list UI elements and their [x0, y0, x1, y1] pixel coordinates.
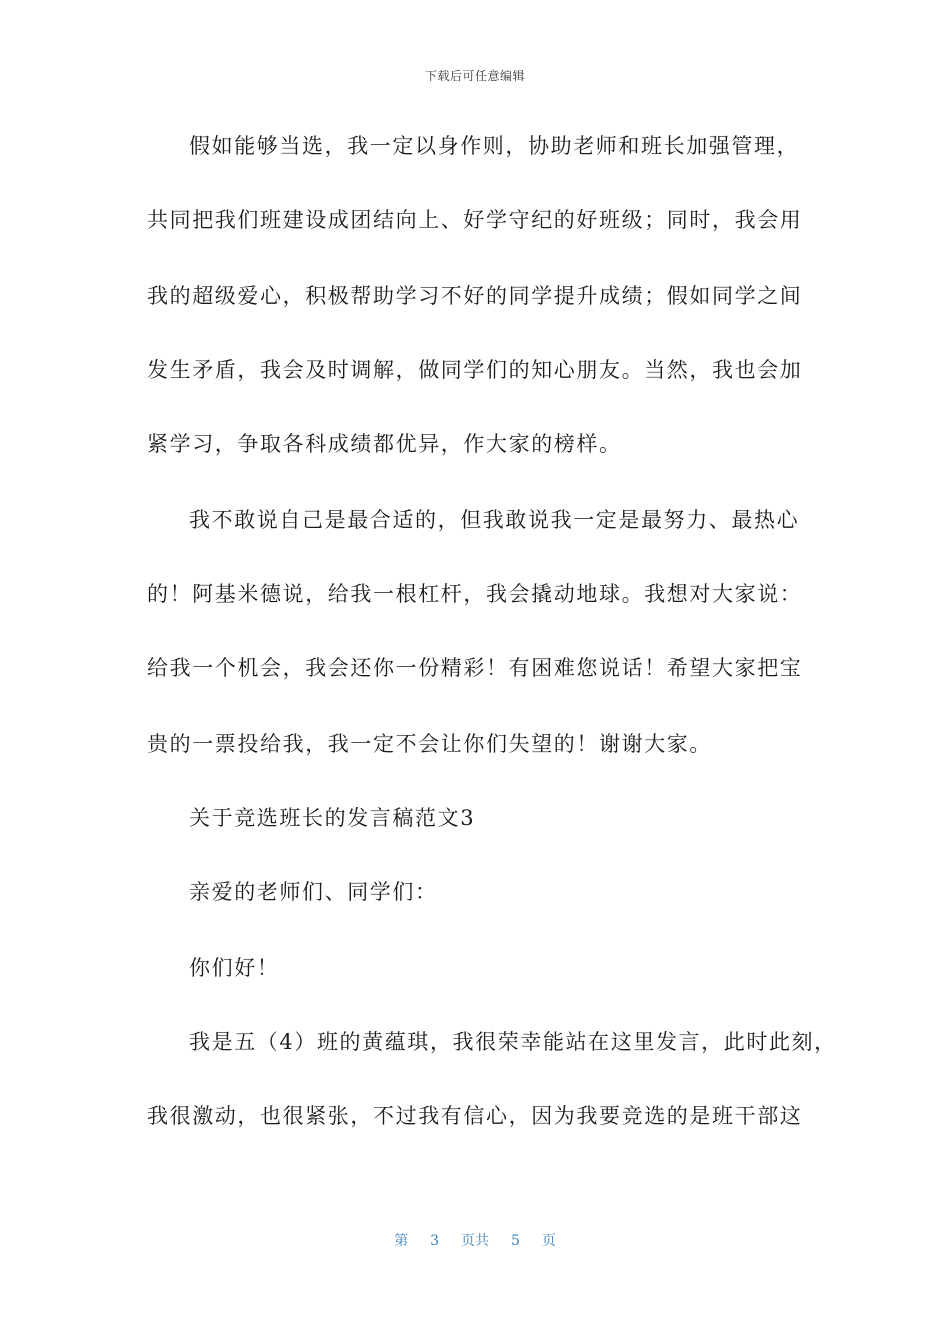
paragraph-line: 的！阿基米德说，给我一根杠杆，我会撬动地球。我想对大家说： [147, 582, 803, 606]
salutation: 亲爱的老师们、同学们： [189, 880, 438, 904]
paragraph-line: 给我一个机会，我会还你一份精彩！有困难您说话！希望大家把宝 [147, 656, 803, 680]
paragraph-line: 紧学习，争取各科成绩都优异，作大家的榜样。 [147, 432, 622, 456]
current-page-number: 3 [430, 1233, 439, 1249]
paragraph-line: 我很激动，也很紧张，不过我有信心，因为我要竞选的是班干部这 [147, 1104, 803, 1128]
greeting: 你们好！ [189, 956, 280, 980]
paragraph-line: 我不敢说自己是最合适的，但我敢说我一定是最努力、最热心 [189, 508, 800, 532]
total-pages-number: 5 [511, 1233, 520, 1249]
paragraph-line: 我是五（4）班的黄蕴琪，我很荣幸能站在这里发言，此时此刻， [189, 1030, 837, 1054]
paragraph-line: 共同把我们班建设成团结向上、好学守纪的好班级；同时，我会用 [147, 208, 803, 232]
page-label-prefix: 第 [394, 1233, 409, 1249]
header-note: 下载后可任意编辑 [424, 69, 525, 83]
paragraph-line: 我的超级爱心，积极帮助学习不好的同学提升成绩；假如同学之间 [147, 284, 803, 308]
page-label-mid: 页共 [461, 1233, 489, 1249]
paragraph-line: 假如能够当选，我一定以身作则，协助老师和班长加强管理， [189, 134, 800, 158]
page-footer [0, 1230, 950, 1250]
paragraph-line: 发生矛盾，我会及时调解，做同学们的知心朋友。当然，我也会加 [147, 358, 803, 382]
page-label-suffix: 页 [541, 1233, 556, 1249]
paragraph-line: 贵的一票投给我，我一定不会让你们失望的！谢谢大家。 [147, 732, 712, 756]
section-title: 关于竞选班长的发言稿范文3 [189, 806, 476, 830]
